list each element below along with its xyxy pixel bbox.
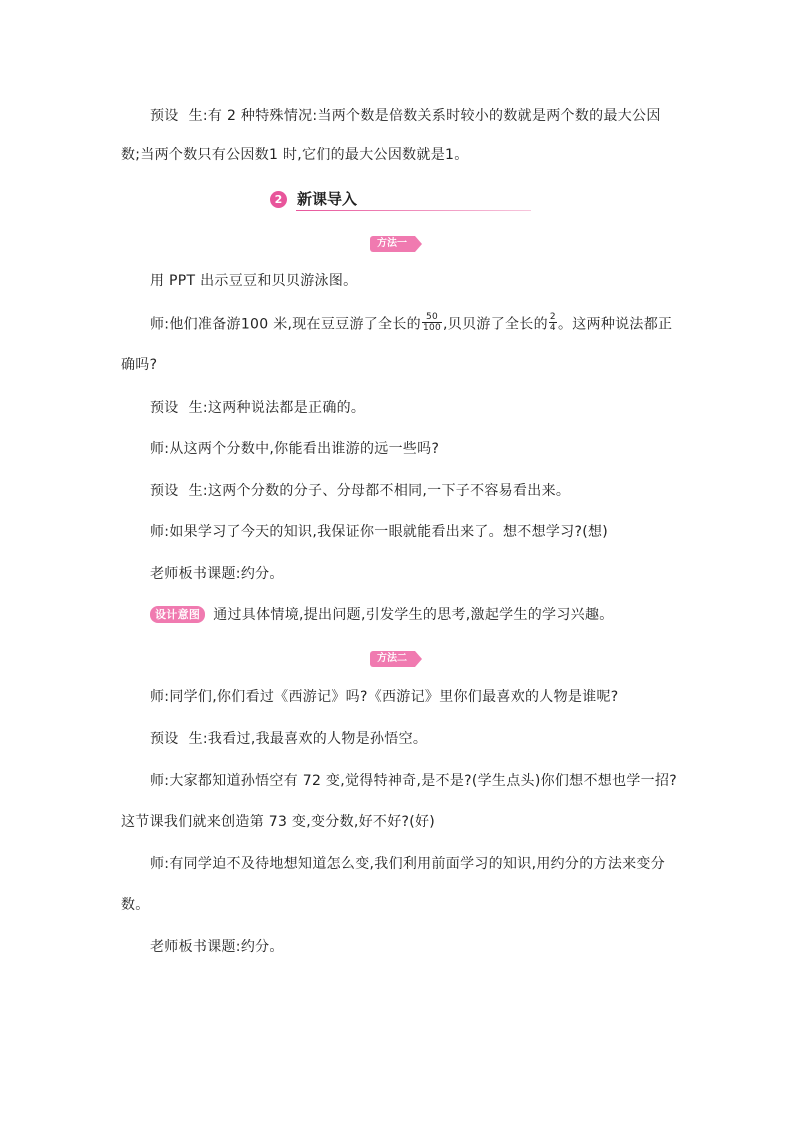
fraction-2-4 xyxy=(549,312,557,333)
fraction-numerator: 2 xyxy=(549,312,556,322)
text: 生:这两个分数的分子、分母都不相同,一下子不容易看出来。 xyxy=(188,483,571,499)
paragraph-teacher: 师:同学们,你们看过《西游记》吗?《西游记》里你们最喜欢的人物是谁呢? xyxy=(150,689,619,705)
paragraph-teacher: 师:大家都知道孙悟空有 72 变,觉得特神奇,是不是?(学生点头)你们想不想也学一招? xyxy=(150,773,678,789)
paragraph-preset-1 xyxy=(150,106,661,126)
paragraph-preset xyxy=(150,481,570,501)
paragraph-teacher-cont: 确吗? xyxy=(121,357,158,373)
preset-label: 预设 xyxy=(150,400,179,416)
method-one-tag: 方法一 xyxy=(370,236,415,252)
design-intent-text: 通过具体情境,提出问题,引发学生的思考,激起学生的学习兴趣。 xyxy=(213,607,614,623)
fraction-numerator: 50 xyxy=(422,312,442,323)
paragraph-teacher: 师:从这两个分数中,你能看出谁游的远一些吗? xyxy=(150,441,440,457)
fraction-denominator: 4 xyxy=(549,323,556,333)
fraction-denominator: 100 xyxy=(422,323,442,333)
text: 生:我看过,我最喜欢的人物是孙悟空。 xyxy=(188,731,428,747)
paragraph: 老师板书课题:约分。 xyxy=(150,939,284,955)
method-two-tag: 方法二 xyxy=(370,651,415,667)
text: ,贝贝游了全长的 xyxy=(443,316,548,333)
paragraph-teacher: 师:有同学迫不及待地想知道怎么变,我们利用前面学习的知识,用约分的方法来变分 xyxy=(150,856,666,872)
text: 。这两种说法都正 xyxy=(557,316,673,333)
paragraph-teacher xyxy=(150,314,672,335)
design-intent-badge: 设计意图 xyxy=(150,606,205,623)
design-intent xyxy=(150,605,614,625)
fraction-50-100 xyxy=(422,312,442,333)
paragraph-teacher-cont: 这节课我们就来创造第 73 变,变分数,好不好?(好) xyxy=(121,814,436,830)
preset-label: 预设 xyxy=(150,483,179,499)
paragraph-preset-1-cont: 数;当两个数只有公因数1 时,它们的最大公因数就是1。 xyxy=(121,147,469,163)
section-header xyxy=(270,188,532,214)
paragraph-teacher: 师:如果学习了今天的知识,我保证你一眼就能看出来了。想不想学习?(想) xyxy=(150,524,609,540)
preset-label: 预设 xyxy=(150,108,179,124)
text: 生:有 2 种特殊情况:当两个数是倍数关系时较小的数就是两个数的最大公因 xyxy=(188,108,661,124)
paragraph: 用 PPT 出示豆豆和贝贝游泳图。 xyxy=(150,273,358,289)
preset-label: 预设 xyxy=(150,731,179,747)
paragraph-preset xyxy=(150,398,365,418)
section-divider xyxy=(296,210,531,211)
paragraph: 老师板书课题:约分。 xyxy=(150,566,284,582)
text: 生:这两种说法都是正确的。 xyxy=(188,400,366,416)
paragraph-teacher-cont: 数。 xyxy=(121,897,150,913)
section-number-badge: 2 xyxy=(270,191,287,208)
section-title: 新课导入 xyxy=(297,190,358,208)
text: 师:他们准备游100 米,现在豆豆游了全长的 xyxy=(150,316,421,333)
paragraph-preset xyxy=(150,729,427,749)
